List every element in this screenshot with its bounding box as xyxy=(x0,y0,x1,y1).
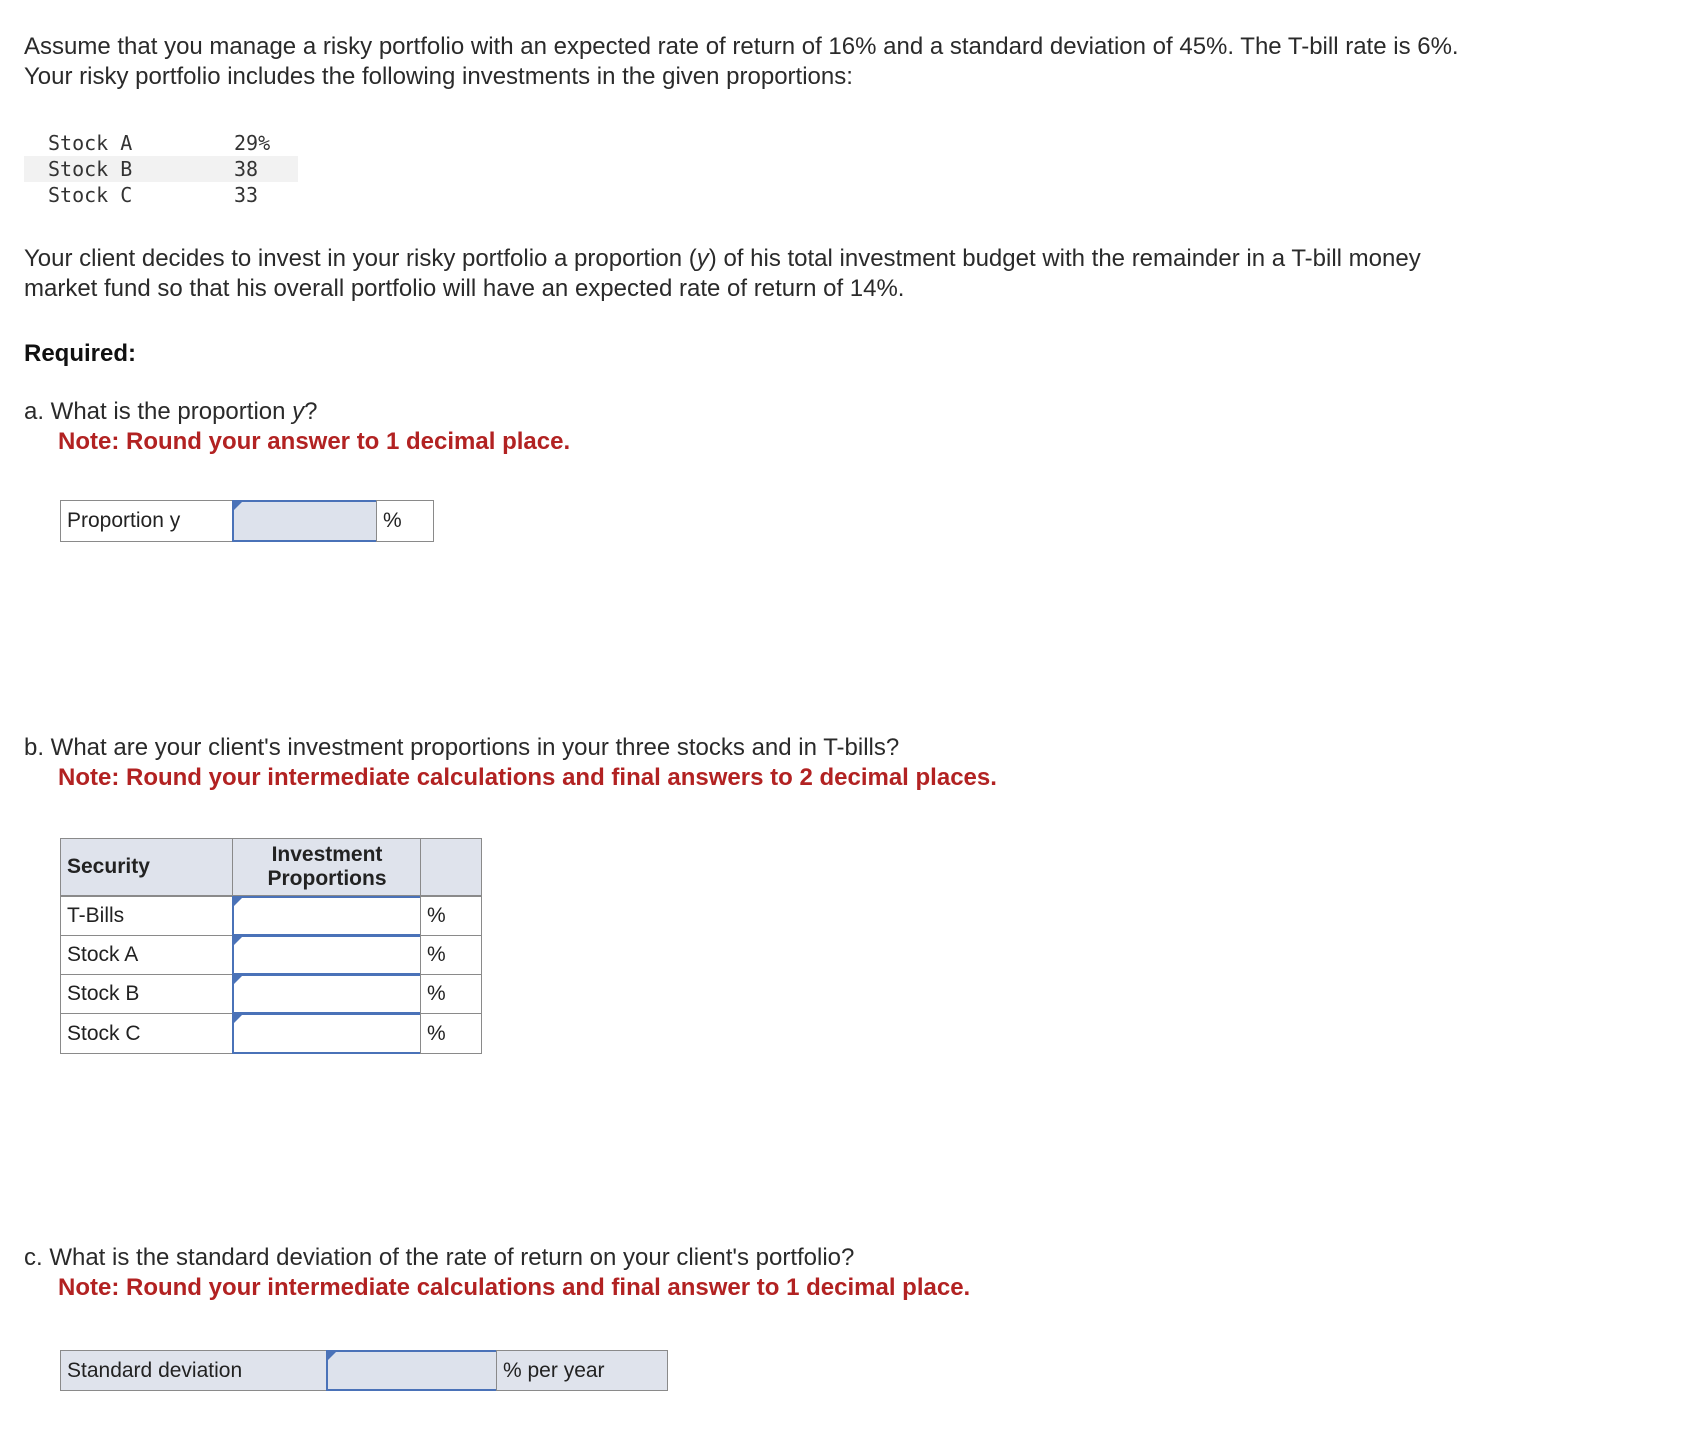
holding-row-c xyxy=(24,182,298,208)
standard-deviation-label: Standard deviation xyxy=(60,1350,328,1391)
client-line-1 xyxy=(24,244,1664,274)
proportion-y-unit: % xyxy=(376,500,434,542)
client-line-1-b: ) of his total investment budget with the remainder in a T-bill money xyxy=(708,245,1421,272)
standard-deviation-unit: % per year xyxy=(496,1350,668,1391)
header-proportions-text xyxy=(268,843,387,891)
row-label-tbills: T-Bills xyxy=(60,896,234,936)
holding-name: Stock B xyxy=(48,157,133,181)
intro-paragraph xyxy=(24,32,1664,92)
standard-deviation-input[interactable] xyxy=(326,1350,498,1391)
intro-line-2: Your risky portfolio includes the following investments in the given proportions: xyxy=(24,63,853,90)
client-var-y: y xyxy=(696,245,709,272)
client-line-1-a: Your client decides to invest in your risky portfolio a proportion ( xyxy=(24,245,697,272)
intro-line-1: Assume that you manage a risky portfolio with an expected rate of return of 16% and a standard deviation of 45%. The T-bill rate is 6%. xyxy=(24,33,1459,60)
holding-name: Stock C xyxy=(48,183,133,207)
question-c: c. What is the standard deviation of the rate of return on your client's portfolio? xyxy=(24,1244,855,1271)
header-proportions-line-1: Investment xyxy=(271,843,383,866)
holdings-table xyxy=(24,130,298,208)
client-line-2: market fund so that his overall portfolio will have an expected rate of return of 14%. xyxy=(24,275,905,302)
row-unit-stock-b: % xyxy=(420,974,482,1014)
holding-name: Stock A xyxy=(48,131,133,155)
question-a-end: ? xyxy=(304,398,318,425)
row-unit-stock-c: % xyxy=(420,1013,482,1054)
note-c: Note: Round your intermediate calculations and final answer to 1 decimal place. xyxy=(58,1274,971,1301)
stock-a-input[interactable] xyxy=(232,935,422,975)
holding-value: 33 xyxy=(234,183,259,207)
holding-value: 38 xyxy=(234,157,259,181)
row-unit-stock-a: % xyxy=(420,935,482,975)
question-a-text: a. What is the proportion xyxy=(24,398,293,425)
note-a: Note: Round your answer to 1 decimal place. xyxy=(58,428,571,455)
row-label-stock-a: Stock A xyxy=(60,935,234,975)
question-b: b. What are your client's investment proportions in your three stocks and in T-bills? xyxy=(24,734,900,761)
header-proportions-line-2: Proportions xyxy=(267,867,387,890)
client-paragraph xyxy=(24,244,1664,304)
proportion-y-label: Proportion y xyxy=(60,500,234,542)
header-unit xyxy=(420,838,482,896)
row-unit-tbills: % xyxy=(420,896,482,936)
required-heading: Required: xyxy=(24,340,137,367)
holding-row-b xyxy=(24,156,298,182)
question-a-var: y xyxy=(292,398,305,425)
header-security: Security xyxy=(60,838,234,896)
holding-row-a xyxy=(24,130,298,156)
stock-b-input[interactable] xyxy=(232,974,422,1014)
row-label-stock-c: Stock C xyxy=(60,1013,234,1054)
stock-c-input[interactable] xyxy=(232,1013,422,1054)
row-label-stock-b: Stock B xyxy=(60,974,234,1014)
note-b: Note: Round your intermediate calculations and final answers to 2 decimal places. xyxy=(58,764,997,791)
header-investment-proportions xyxy=(232,838,422,896)
tbills-input[interactable] xyxy=(232,896,422,936)
holding-value: 29% xyxy=(234,131,271,155)
question-a xyxy=(24,397,318,427)
proportion-y-input[interactable] xyxy=(232,500,378,542)
